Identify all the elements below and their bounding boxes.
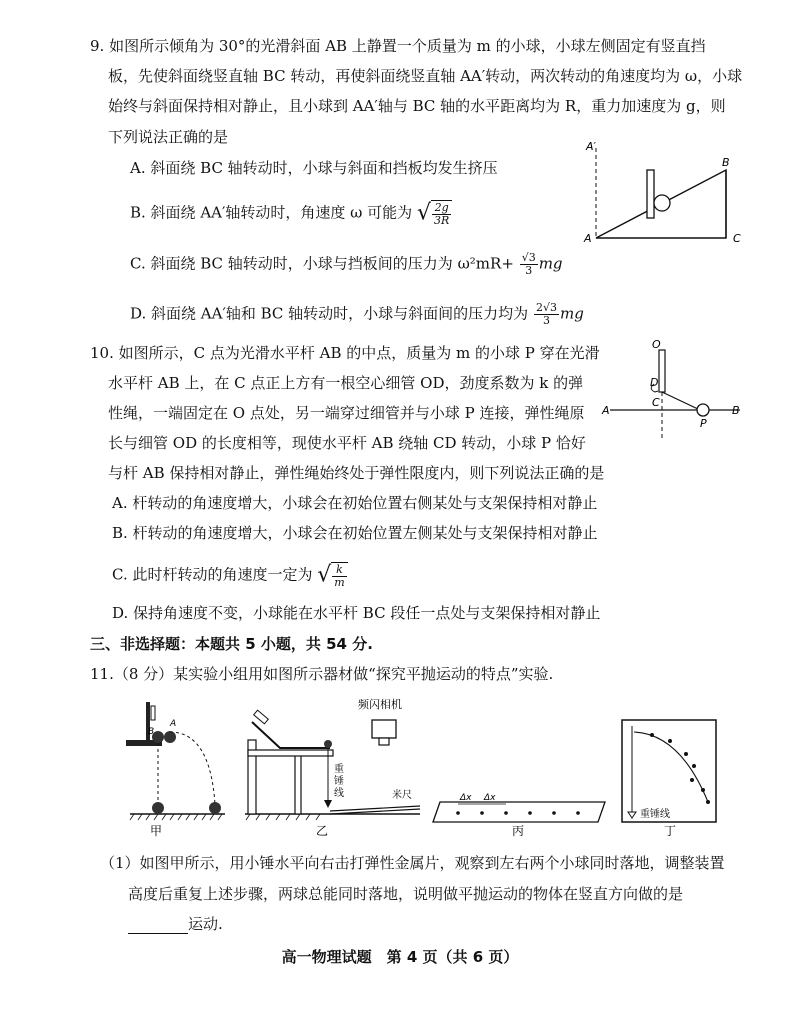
- q10-label-c: C: [652, 396, 660, 409]
- yi-label-plumb-1: 重: [334, 764, 344, 775]
- yi-label-plumb-2: 锤: [334, 776, 344, 787]
- jia-label-b: B: [148, 727, 155, 737]
- q9-option-b-sqrt: √ $\frac{2g}{3R}$: [417, 200, 452, 227]
- q10-option-d: D. 保持角速度不变，小球能在水平杆 BC 段任一点处与支架保持相对静止: [112, 604, 601, 622]
- q11-answer-blank[interactable]: [128, 919, 188, 934]
- q9-option-c-num: √3: [521, 251, 536, 264]
- ding-label-plumb: 重锤线: [640, 809, 670, 820]
- q10-option-c-text: C. 此时杆转动的角速度一定为: [112, 565, 313, 584]
- q11-part1-line-2: 高度后重复上述步骤，两球总能同时落地，说明做平抛运动的物体在竖直方向做的是: [128, 885, 684, 903]
- figure-jia: [126, 702, 225, 838]
- q9-label-a-prime: A′: [586, 140, 597, 153]
- q10-figure-rod: [600, 336, 750, 446]
- q9-option-d: [130, 302, 584, 327]
- page-footer: 高一物理试题 第 4 页（共 6 页）: [281, 948, 519, 966]
- ding-board: [622, 720, 716, 822]
- q9-option-c-text: C. 斜面绕 BC 轴转动时，小球与挡板间的压力为 ω²mR+: [130, 254, 514, 273]
- q9-option-b-text: B. 斜面绕 AA′轴转动时，角速度 ω 可能为: [130, 203, 413, 222]
- bing-label-dx-2: Δx: [484, 793, 496, 803]
- q9-label-a: A: [584, 232, 592, 245]
- yi-table-leg-right: [295, 754, 301, 814]
- q9-option-a: A. 斜面绕 BC 轴转动时，小球与斜面和挡板均发生挤压: [130, 159, 498, 177]
- yi-ground-hatch: [246, 814, 320, 820]
- q10-option-c-den: m: [334, 576, 345, 589]
- q10-stem-line-5: 与杆 AB 保持相对静止，弹性绳始终处于弹性限度内，则下列说法正确的是: [108, 464, 605, 482]
- q11-part1-line-1: （1）如图甲所示，用小锤水平向右击打弹性金属片，观察到左右两个小球同时落地，调整装置: [100, 854, 725, 872]
- q9-stem-line-2: 板，先使斜面绕竖直轴 BC 转动，再使斜面绕竖直轴 AA′转动，两次转动的角速度均为 ω，小球: [108, 67, 743, 85]
- jia-ball-a: [164, 731, 176, 743]
- q9-ball: [654, 195, 670, 211]
- jia-ball-landed-right: [209, 802, 221, 814]
- q11-stem: 11.（8 分）某实验小组用如图所示器材做“探究平抛运动的特点”实验.: [90, 665, 554, 683]
- q11-figures: [120, 692, 720, 840]
- q11-part1-line-3-text: 运动.: [188, 915, 223, 933]
- q9-stem-line-4: 下列说法正确的是: [108, 128, 229, 146]
- q10-stem-line-4: 长与细管 OD 的长度相等，现使水平杆 AB 绕轴 CD 转动，小球 P 恰好: [108, 434, 586, 452]
- yi-caption: 乙: [316, 824, 329, 838]
- q9-option-c-frac: [520, 252, 538, 277]
- q10-label-o: O: [652, 338, 661, 351]
- q10-ball-p: [697, 404, 709, 416]
- q10-label-d: D: [650, 376, 659, 389]
- q9-baffle: [647, 170, 654, 218]
- q9-figure-incline: [578, 138, 748, 258]
- jia-label-a: A: [170, 719, 177, 729]
- q10-option-c: [112, 562, 348, 589]
- yi-ball: [324, 740, 332, 748]
- q10-label-b: B: [732, 404, 740, 417]
- q9-option-d-den: 3: [542, 314, 550, 327]
- bing-label-dx-1: Δx: [460, 793, 472, 803]
- q9-stem-line-1: 9. 如图所示倾角为 30°的光滑斜面 AB 上静置一个质量为 m 的小球，小球左侧固定有竖直挡: [90, 37, 706, 55]
- camera-body: [372, 720, 396, 738]
- yi-label-plumb-3: 线: [334, 788, 344, 799]
- camera-label: 频闪相机: [358, 698, 402, 711]
- jia-ball-landed-left: [152, 802, 164, 814]
- q10-label-p: P: [700, 417, 707, 430]
- q10-elastic-cord: [662, 392, 700, 410]
- q10-option-c-sqrt: √ $\frac{k}{m}$: [317, 562, 347, 589]
- ding-caption: 丁: [664, 824, 677, 838]
- q9-label-b: B: [722, 156, 730, 169]
- jia-hammer: [151, 706, 155, 720]
- camera: [358, 697, 402, 745]
- yi-table-top: [248, 750, 333, 756]
- yi-chute: [252, 722, 330, 748]
- jia-parabola-path: [170, 732, 215, 804]
- q9-label-c: C: [733, 232, 741, 245]
- q9-option-c-den: 3: [525, 264, 533, 277]
- q10-option-b: B. 杆转动的角速度增大，小球会在初始位置左侧某处与支架保持相对静止: [112, 524, 598, 542]
- q9-option-c: [130, 252, 563, 277]
- q9-option-c-post: mg: [538, 254, 563, 273]
- figure-bing: [433, 793, 605, 838]
- section-3-heading: 三、非选择题：本题共 5 小题，共 54 分.: [90, 635, 373, 653]
- q9-option-d-text: D. 斜面绕 AA′轴和 BC 轴转动时，小球与斜面间的压力均为: [130, 304, 529, 323]
- q10-stem-line-3: 性绳，一端固定在 O 点处，另一端穿过细管并与小球 P 连接，弹性绳原: [108, 404, 585, 422]
- q10-option-a: A. 杆转动的角速度增大，小球会在初始位置右侧某处与支架保持相对静止: [112, 494, 598, 512]
- yi-label-ruler: 米尺: [392, 790, 412, 801]
- q9-stem-line-3: 始终与斜面保持相对静止，且小球到 AA′轴与 BC 轴的水平距离均为 R，重力加速度为 g，则: [108, 97, 726, 115]
- jia-caption: 甲: [150, 824, 163, 838]
- q9-option-b-num: 2g: [432, 202, 451, 215]
- jia-ground-hatch: [130, 814, 222, 820]
- yi-plumb-bob: [324, 800, 332, 808]
- figure-ding: [622, 720, 716, 838]
- q9-option-d-num: 2√3: [535, 301, 557, 314]
- q10-stem-line-2: 水平杆 AB 上，在 C 点正上方有一根空心细管 OD，劲度系数为 k 的弹: [108, 374, 584, 392]
- q9-option-b-den: 3R: [433, 214, 450, 227]
- q9-option-d-frac: [534, 302, 559, 327]
- camera-lens: [379, 738, 389, 745]
- q9-option-b: [130, 200, 452, 227]
- q11-part1-line-3: [128, 914, 223, 934]
- q9-option-d-post: mg: [559, 304, 584, 323]
- q10-stem-line-1: 10. 如图所示，C 点为光滑水平杆 AB 的中点，质量为 m 的小球 P 穿在光滑: [90, 344, 600, 362]
- q10-option-c-num: k: [332, 564, 346, 577]
- q10-tube-od: [659, 350, 665, 392]
- yi-stopper: [254, 710, 269, 724]
- bing-caption: 丙: [512, 824, 525, 838]
- q10-label-a: A: [602, 404, 610, 417]
